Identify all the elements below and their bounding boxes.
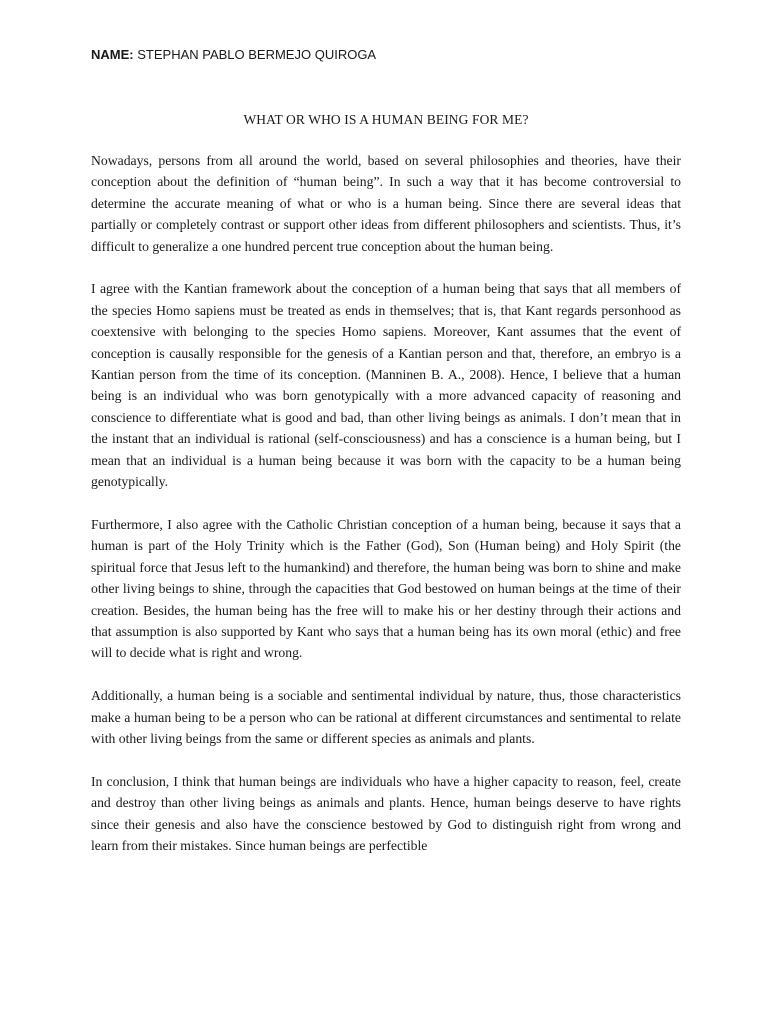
name-label: NAME:: [91, 47, 134, 62]
document-page: [91, 45, 681, 878]
paragraph-conclusion: In conclusion, I think that human beings are individuals who have a higher capacity to reason, feel, create and destroy than other living beings as animals and plants. Hence, human beings deserve to have rights since their genesis and also have the conscience bestowed by God to distinguish right from wrong and learn from their mistakes. Since human beings are perfectible: [91, 773, 681, 853]
name-line: [91, 45, 681, 65]
paragraph-introduction: Nowadays, persons from all around the world, based on several philosophies and theories, have their conception about the definition of “human being”. In such a way that it has become controversial to determine the accurate meaning of what or who is a human being. Since there are several ideas that partially or completely contrast or support other ideas from different philosophers and scientists. Thus, it’s difficult to generalize a one hundred percent true conception about the human being.: [91, 153, 681, 254]
name-value: STEPHAN PABLO BERMEJO QUIROGA: [137, 47, 377, 62]
paragraph-kantian-framework: I agree with the Kantian framework about the conception of a human being that says that all members of the species Homo sapiens must be treated as ends in themselves; that is, that Kant regards personhood as coextensive with belonging to the species Homo sapiens. Moreover, Kant assumes that the event of conception is causally responsible for the genesis of a Kantian person and that, therefore, an embryo is a Kantian person from the time of its conception. (Manninen B. A., 2008). Hence, I believe that a human being is an individual who was born genotypically with a more advanced capacity of reasoning and conscience to differentiate what is good and bad, than other living beings as animals. I don’t mean that in the instant that an individual is rational (self-consciousness) and has a conscience is a human being, but I mean that an individual is a human being because it was born with the capacity to be a human being genotypically.: [91, 281, 681, 490]
paragraph-sociable-nature: Additionally, a human being is a sociable and sentimental individual by nature, thus, those characteristics make a human being to be a person who can be rational at different circumstances and sentimental to relate with other living beings from the same or different species as animals and plants.: [91, 688, 681, 746]
paragraph-catholic-conception: Furthermore, I also agree with the Catholic Christian conception of a human being, because it says that a human is part of the Holy Trinity which is the Father (God), Son (Human being) and Holy Spirit (the spiritual force that Jesus left to the humankind) and therefore, the human being was born to shine and make other living beings to shine, through the capacities that God bestowed on human beings at the time of their creation. Besides, the human being has the free will to make his or her destiny through their actions and that assumption is also supported by Kant who says that a human being has its own moral (ethic) and free will to decide what is right and wrong.: [91, 516, 681, 661]
document-title: WHAT OR WHO IS A HUMAN BEING FOR ME?: [243, 112, 529, 127]
